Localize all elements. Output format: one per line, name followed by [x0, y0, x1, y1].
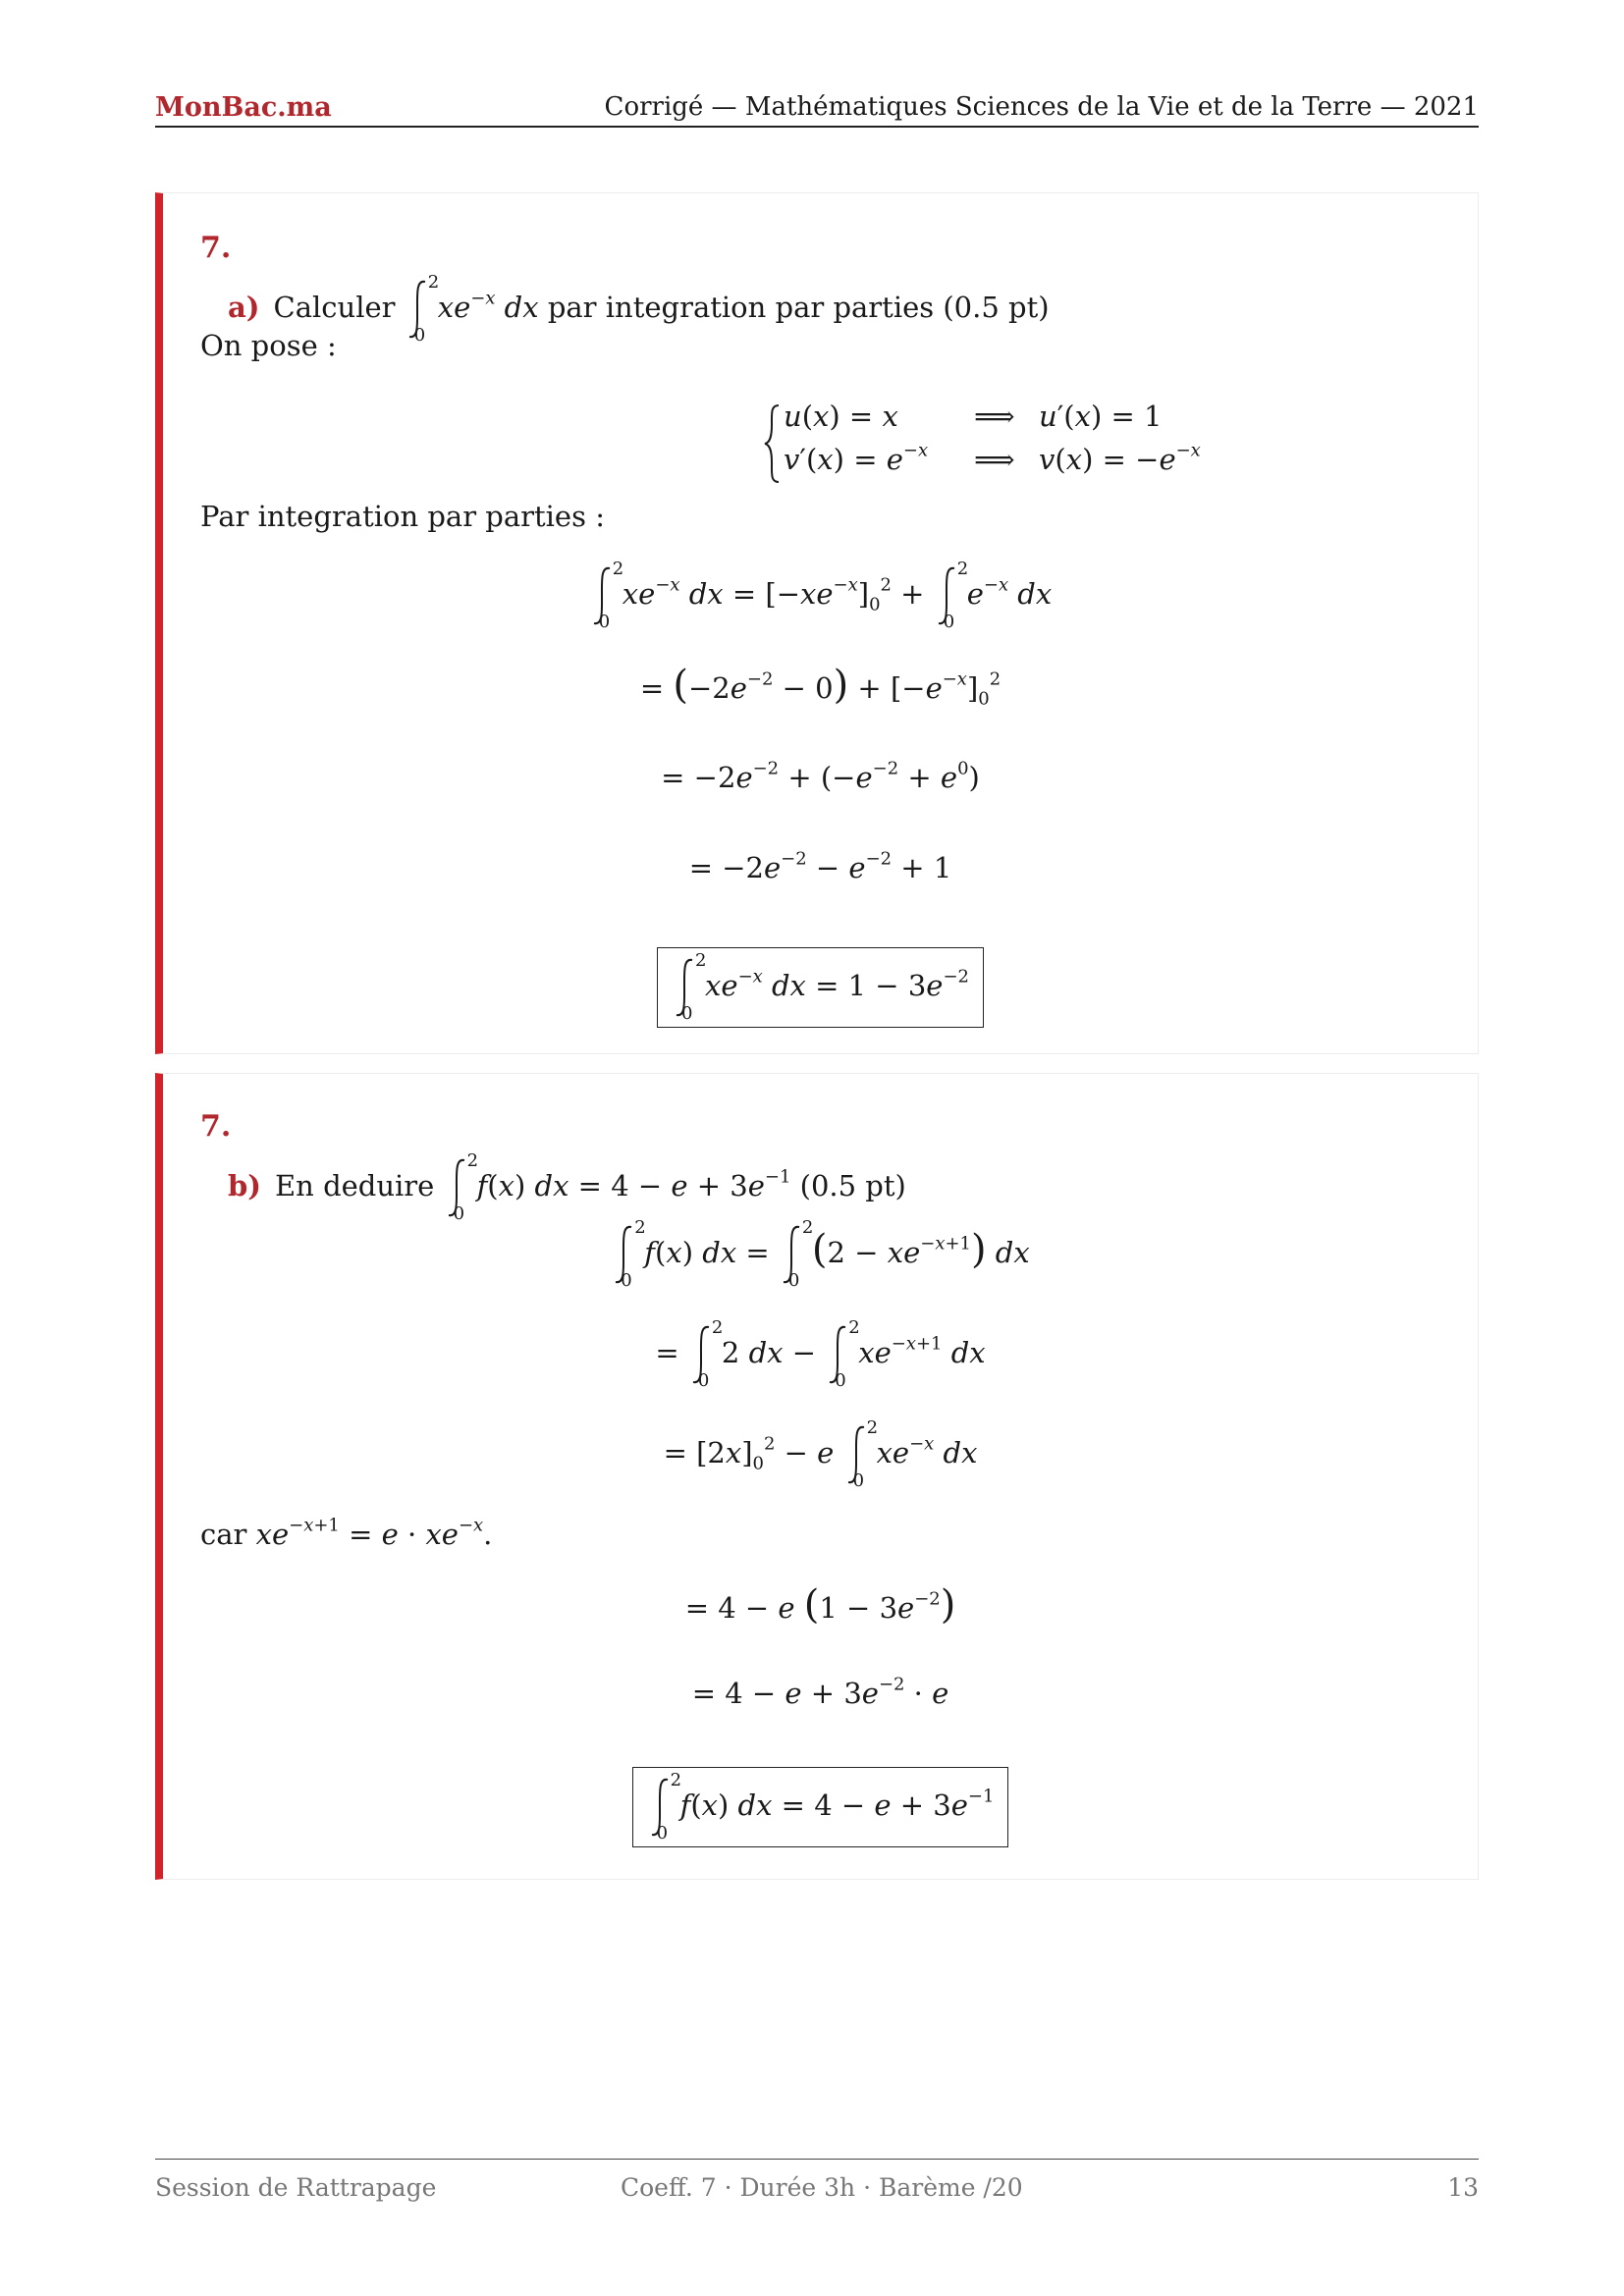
integral-sign: 2 0 — [779, 1223, 808, 1286]
equation-b-line-3: = $[2x]_0^2 - e$ 2 0 $xe^{-x}$ dx — [663, 1417, 978, 1491]
exercise-box-a — [155, 192, 1479, 1054]
integral-sign: 2 0 — [405, 278, 434, 341]
equation-line-1: 2 0 $xe^{-x}$ dx = $[-xe^{-x}]_0^2$ + 2 0 $e^{-x}$ dx — [163, 564, 1478, 627]
integral-sign: 2 0 — [672, 956, 701, 1019]
car-word: car — [200, 1518, 247, 1551]
substitution-system — [762, 400, 1253, 498]
car-note: car $xe^{-x+1} = e \cdot xe^{-x}$. — [200, 1515, 493, 1551]
equation-line-4: = $-2e^{-2} - e^{-2} + 1$ — [688, 848, 952, 884]
integral-sign: 2 0 — [843, 1423, 873, 1486]
boxed-result-b — [163, 1767, 1478, 1847]
question-label: b) — [228, 1169, 261, 1202]
result-box: 2 0 f(x) dx = $4 - e + 3e^{-1}$ — [632, 1767, 1009, 1847]
integral-sign: 2 0 — [589, 564, 619, 627]
equation-line-3: = $-2e^{-2} + (-e^{-2} + e^0)$ — [661, 758, 980, 794]
question-a-statement — [228, 272, 1050, 346]
implies-arrow: ⟹ — [974, 443, 1015, 476]
header-title: Corrigé — Mathématiques Sciences de la Vie et de la Terre — 2021 — [604, 92, 1479, 122]
question-task: (0.5 pt) — [799, 1169, 906, 1202]
question-label: a) — [228, 291, 260, 324]
question-b-statement — [228, 1150, 906, 1224]
equation-b-line-5: = $4 - e + 3e^{-2} \cdot e$ — [691, 1674, 949, 1710]
system-row-2-result: $v(x) = -e^{-x}$ — [1039, 440, 1201, 476]
equation-b-line-4: = 4 − e $(1 - 3e^{-2})$ — [684, 1582, 956, 1628]
boxed-result-a — [163, 947, 1478, 1028]
integral-sign: 2 0 — [688, 1323, 718, 1386]
integral-sign: 2 0 — [934, 564, 963, 627]
page-number: 13 — [1447, 2173, 1479, 2202]
page-footer — [155, 2159, 1479, 2202]
integral-sign: 2 0 — [444, 1156, 473, 1219]
footer-info: Coeff. 7 · Durée 3h · Barème /20 — [621, 2173, 1023, 2202]
left-brace-icon — [762, 403, 782, 484]
equation-b-line-1: 2 0 f(x) dx = 2 0 $(2 - xe^{-x+1})$ dx — [163, 1223, 1478, 1286]
system-row-1-result: u′(x) = 1 — [1039, 400, 1163, 433]
system-row-2: $v'(x) = e^{-x}$ — [784, 440, 929, 476]
system-row-1: u(x) = x — [784, 400, 898, 433]
equation-b-line-2: = 2 0 2 dx − 2 0 $xe^{-x+1}$ dx — [655, 1317, 986, 1391]
integrand: $xe^{-x}$ dx — [437, 288, 539, 324]
exercise-box-b — [155, 1073, 1479, 1880]
question-lead: En deduire — [275, 1169, 435, 1202]
integral-sign: 2 0 — [825, 1323, 854, 1386]
implies-arrow: ⟹ — [974, 400, 1015, 433]
statement-formula: f(x) dx = $4 - e + 3e^{-1}$ — [476, 1166, 791, 1202]
integral-sign: 2 0 — [611, 1223, 640, 1286]
question-lead: Calculer — [273, 291, 396, 324]
question-task: par integration par parties (0.5 pt) — [547, 291, 1050, 324]
integral-sign: 2 0 — [647, 1776, 677, 1839]
question-number: 7. — [200, 231, 232, 265]
result-box: 2 0 $xe^{-x}$ dx = $1 - 3e^{-2}$ — [657, 947, 984, 1028]
footer-session: Session de Rattrapage — [155, 2173, 437, 2202]
page-header — [155, 90, 1479, 128]
ipp-text: Par integration par parties : — [200, 500, 605, 533]
on-pose-text: On pose : — [200, 329, 337, 362]
equation-line-2: = $(-2e^{-2} - 0) + [-e^{-x}]_0^2$ — [639, 663, 1001, 710]
question-number: 7. — [200, 1109, 232, 1144]
brand-logo[interactable]: MonBac.ma — [155, 92, 332, 123]
